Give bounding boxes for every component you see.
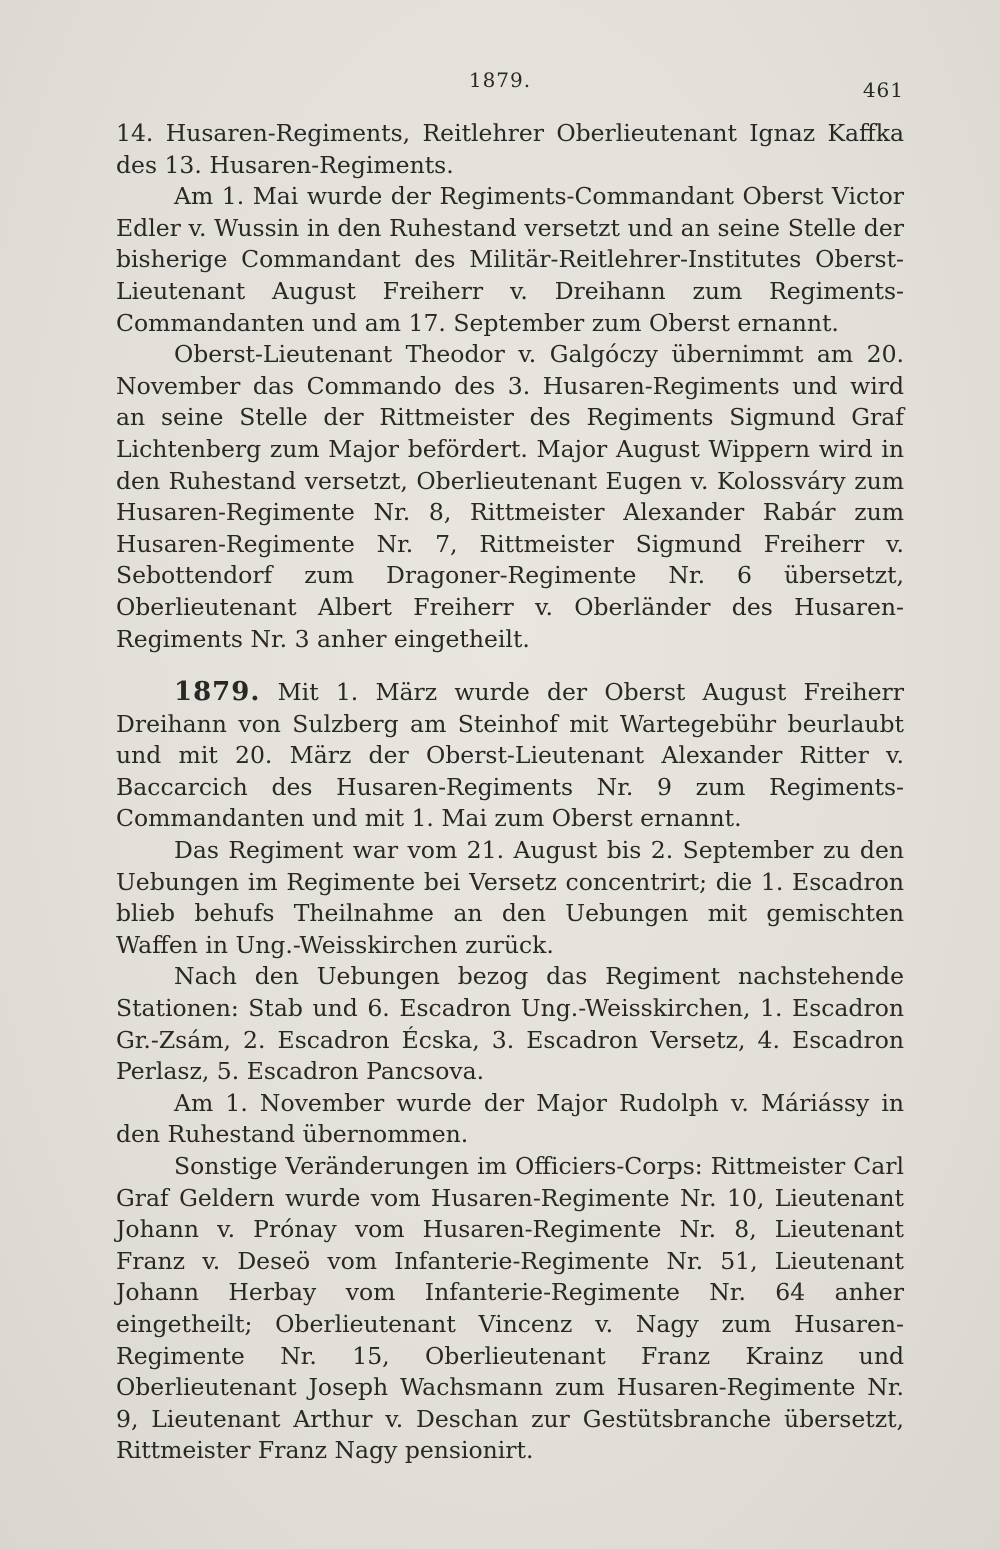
running-head-year: 1879. [468, 68, 532, 92]
page-number: 461 [862, 78, 904, 102]
section-year: 1879. [174, 677, 261, 708]
paragraph-text: Mit 1. März wurde der Oberst August Freiherr Dreihann von Sulzberg am Steinhof mit Wartegebühr beurlaubt und mit 20. März der Oberst-Lieutenant Alexander Ritter v. Baccarcich des Husaren-Regiments Nr. 9 zum Regiments-Commandanten und mit 1. Mai zum Oberst ernannt. [116, 678, 904, 833]
paragraph: Am 1. Mai wurde der Regiments-Commandant Oberst Victor Edler v. Wussin in den Ruhestand versetzt und an seine Stelle der bisherige Commandant des Militär-Reitlehrer-Institutes Oberst-Lieutenant August Freiherr v. Dreihann zum Regiments-Commandanten und am 17. September zum Oberst ernannt. [116, 182, 904, 337]
paragraph: Sonstige Veränderungen im Officiers-Corps: Rittmeister Carl Graf Geldern wurde vom Husaren-Regimente Nr. 10, Lieutenant Johann v. Prónay vom Husaren-Regimente Nr. 8, Lieutenant Franz v. Deseö vom Infanterie-Regimente Nr. 51, Lieutenant Johann Herbay vom Infanterie-Regimente Nr. 64 anher eingetheilt; Oberlieutenant Vincenz v. Nagy zum Husaren-Regimente Nr. 15, Oberlieutenant Franz Krainz und Oberlieutenant Joseph Wachsmann zum Husaren-Regimente Nr. 9, Lieutenant Arthur v. Deschan zur Gestütsbranche übersetzt, Rittmeister Franz Nagy pensionirt. [116, 1152, 904, 1465]
running-head [0, 66, 1000, 106]
year-section-paragraph [116, 677, 904, 835]
paragraph: Nach den Uebungen bezog das Regiment nachstehende Stationen: Stab und 6. Escadron Ung.-Weisskirchen, 1. Escadron Gr.-Zsám, 2. Escadron Écska, 3. Escadron Versetz, 4. Escadron Perlasz, 5. Escadron Pancsova. [116, 962, 904, 1086]
paragraph: Am 1. November wurde der Major Rudolph v. Máriássy in den Ruhestand übernommen. [116, 1088, 904, 1149]
paragraph: Oberst-Lieutenant Theodor v. Galgóczy übernimmt am 20. November das Commando des 3. Husaren-Regiments und wird an seine Stelle der Rittmeister des Regiments Sigmund Graf Lichtenberg zum Major befördert. Major August Wippern wird in den Ruhestand versetzt, Oberlieutenant Eugen v. Kolossváry zum Husaren-Regimente Nr. 8, Rittmeister Alexander Rabár zum Husaren-Regimente Nr. 7, Rittmeister Sigmund Freiherr v. Sebottendorf zum Dragoner-Regimente Nr. 6 übersetzt, Oberlieutenant Albert Freiherr v. Oberländer des Husaren-Regiments Nr. 3 anher eingetheilt. [116, 340, 904, 653]
paragraph: Das Regiment war vom 21. August bis 2. September zu den Uebungen im Regimente bei Versetz concentrirt; die 1. Escadron blieb behufs Theilnahme an den Uebungen mit gemischten Waffen in Ung.-Weisskirchen zurück. [116, 836, 904, 959]
paragraph-continuation: 14. Husaren-Regiments, Reitlehrer Oberlieutenant Ignaz Kaffka des 13. Husaren-Regiments. [116, 119, 904, 179]
body-text [116, 118, 904, 1467]
